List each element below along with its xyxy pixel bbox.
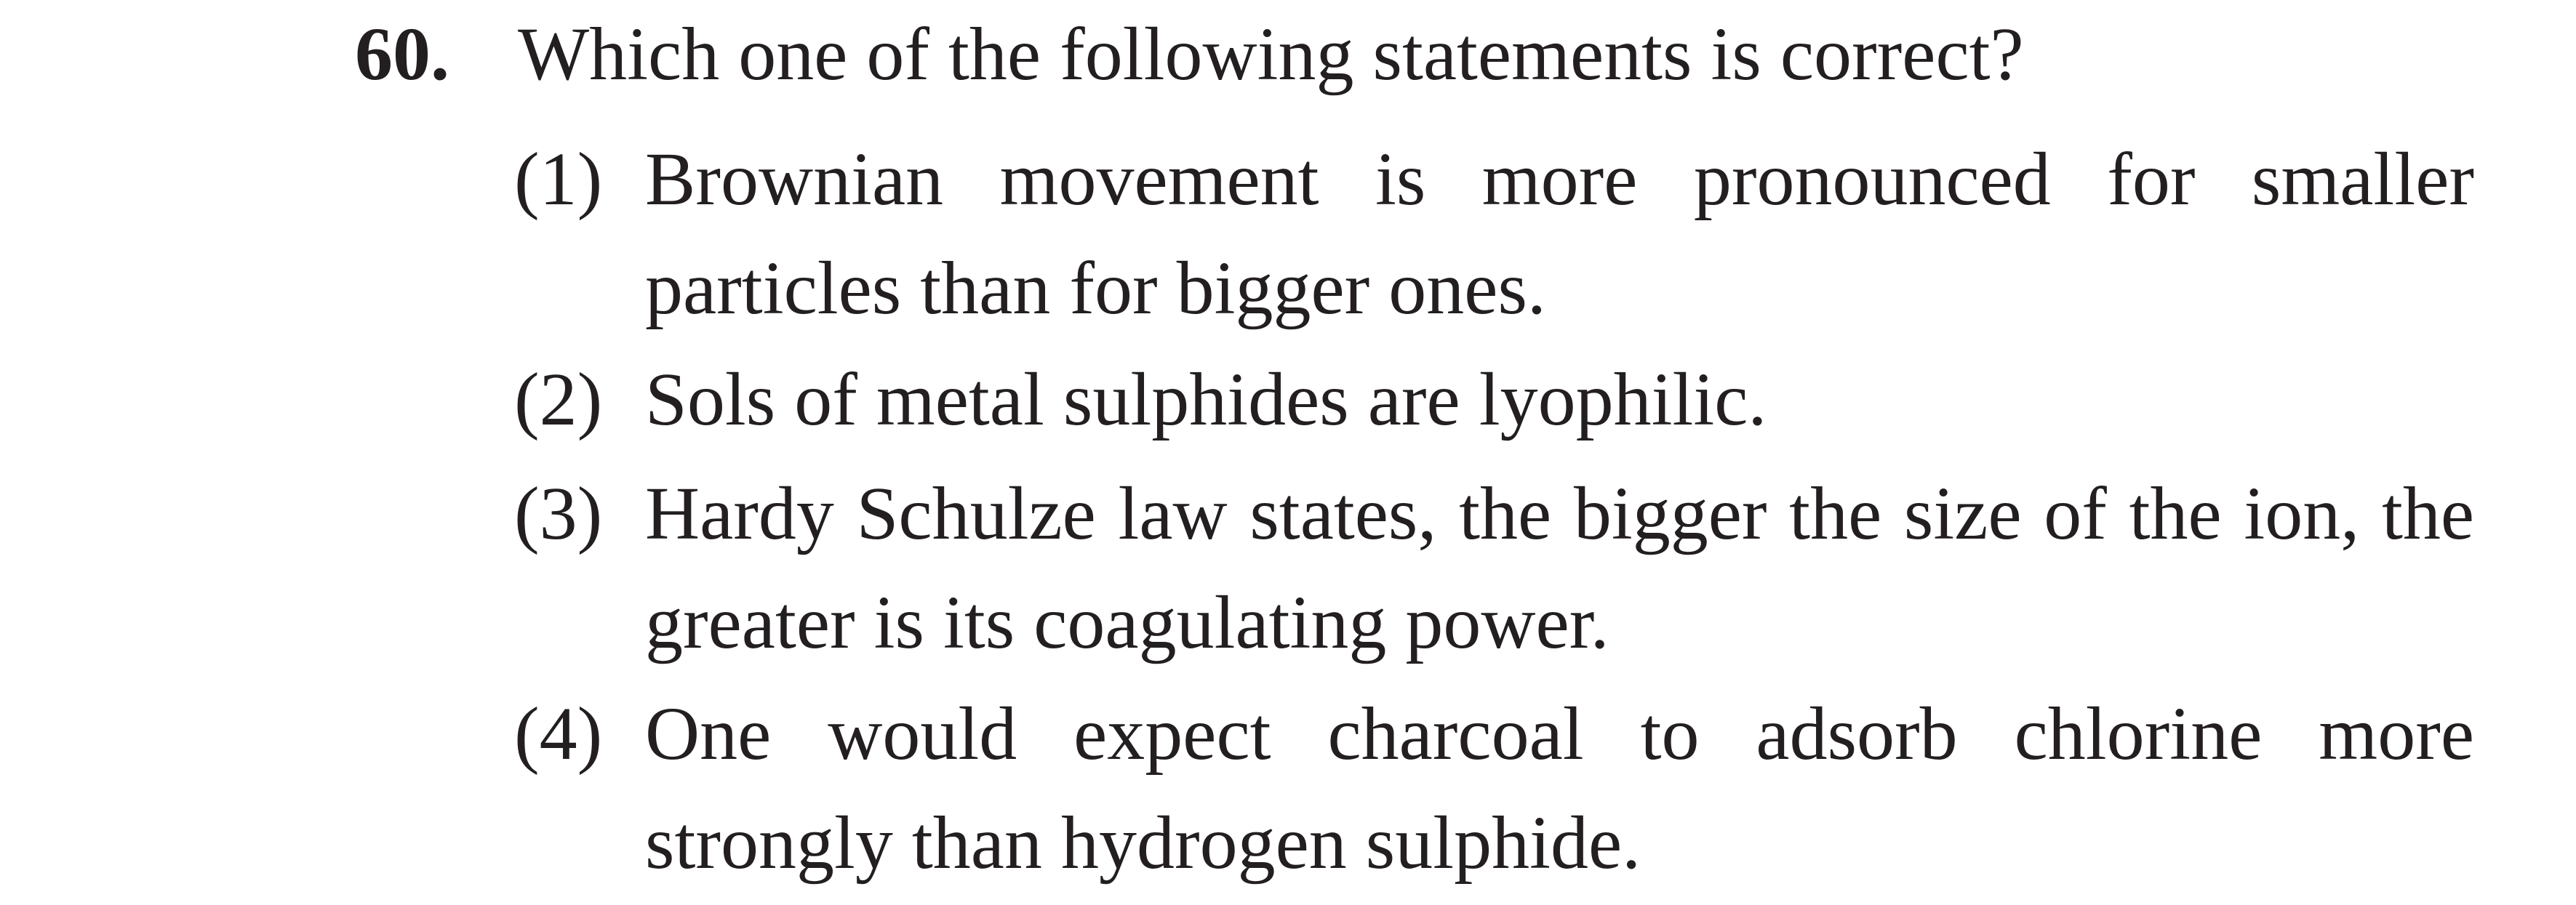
option-3-number: (3) [514,472,603,555]
question-stem: Which one of the following statements is correct? [518,12,2024,96]
option-1-text: Brownian movement is more pronounced for smaller particles than for bigger ones. [645,137,2474,330]
option-4-text: One would expect charcoal to adsorb chlorine more strongly than hydrogen sulphide. [645,692,2474,885]
option-1-number: (1) [514,137,603,221]
question-number: 60. [355,12,449,96]
option-2-number: (2) [514,358,603,441]
option-2-text: Sols of metal sulphides are lyophilic. [645,358,1767,441]
option-4-number: (4) [514,692,603,776]
option-3-text: Hardy Schulze law states, the bigger the size of the ion, the greater is its coagulating power. [645,472,2474,664]
